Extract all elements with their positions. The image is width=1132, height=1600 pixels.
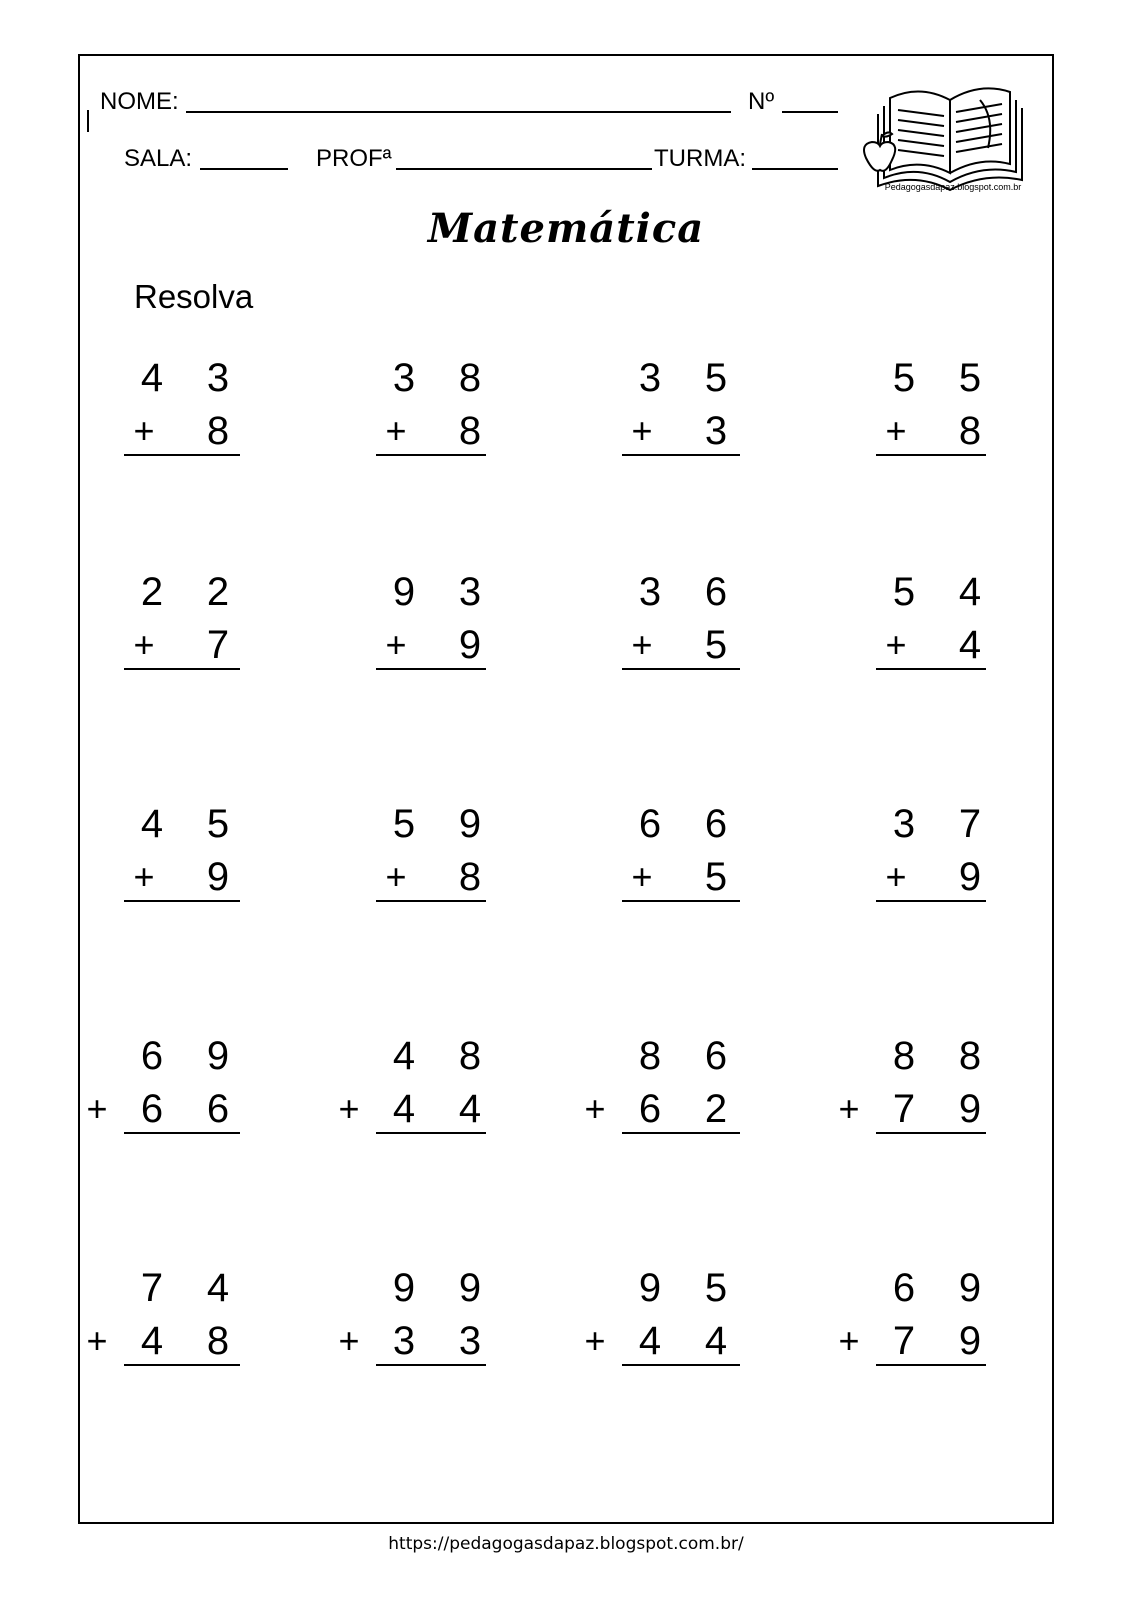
plus-sign: + bbox=[885, 410, 907, 451]
top-tens-digit: 3 bbox=[638, 570, 662, 614]
top-ones-digit: 5 bbox=[704, 1266, 728, 1310]
plus-sign: + bbox=[385, 624, 407, 665]
bottom-ones-digit: 5 bbox=[704, 623, 728, 667]
top-tens-digit: 2 bbox=[140, 570, 164, 614]
bottom-ones-digit: 8 bbox=[958, 409, 982, 453]
nome-label: NOME: bbox=[100, 88, 179, 115]
sum-line bbox=[876, 1364, 986, 1366]
bottom-ones-digit: 9 bbox=[958, 1087, 982, 1131]
addition-problem bbox=[84, 1268, 254, 1378]
bottom-tens-digit: 7 bbox=[892, 1087, 916, 1131]
top-ones-digit: 9 bbox=[958, 1266, 982, 1310]
plus-sign: + bbox=[133, 624, 155, 665]
sum-line bbox=[376, 1132, 486, 1134]
bottom-tens-digit: 4 bbox=[638, 1319, 662, 1363]
sum-line bbox=[376, 900, 486, 902]
top-ones-digit: 2 bbox=[206, 570, 230, 614]
addition-problem bbox=[336, 358, 506, 468]
numero-field[interactable] bbox=[782, 111, 838, 113]
sum-line bbox=[376, 454, 486, 456]
nome-field[interactable] bbox=[186, 111, 731, 113]
plus-sign: + bbox=[631, 624, 653, 665]
addition-problem bbox=[582, 572, 752, 682]
sum-line bbox=[376, 1364, 486, 1366]
sala-field[interactable] bbox=[200, 168, 288, 170]
sum-line bbox=[622, 1364, 740, 1366]
bottom-ones-digit: 9 bbox=[958, 1319, 982, 1363]
top-ones-digit: 5 bbox=[704, 356, 728, 400]
bottom-ones-digit: 7 bbox=[206, 623, 230, 667]
addition-problem bbox=[836, 1036, 1006, 1146]
bottom-ones-digit: 3 bbox=[458, 1319, 482, 1363]
sum-line bbox=[124, 454, 240, 456]
plus-sign: + bbox=[584, 1088, 606, 1129]
logo-caption: Pedagogasdapaz.blogspot.com.br bbox=[884, 182, 1022, 192]
top-ones-digit: 3 bbox=[206, 356, 230, 400]
top-tens-digit: 9 bbox=[638, 1266, 662, 1310]
bottom-ones-digit: 8 bbox=[458, 855, 482, 899]
bottom-tens-digit: 4 bbox=[140, 1319, 164, 1363]
numero-label: Nº bbox=[748, 88, 775, 115]
bottom-ones-digit: 8 bbox=[458, 409, 482, 453]
addition-problem bbox=[582, 804, 752, 914]
addition-problem bbox=[582, 358, 752, 468]
bottom-ones-digit: 4 bbox=[704, 1319, 728, 1363]
bottom-tens-digit: 7 bbox=[892, 1319, 916, 1363]
addition-problem bbox=[336, 1268, 506, 1378]
addition-problem bbox=[84, 572, 254, 682]
margin-mark bbox=[87, 110, 89, 132]
addition-problem bbox=[582, 1268, 752, 1378]
sum-line bbox=[376, 668, 486, 670]
sum-line bbox=[622, 1132, 740, 1134]
addition-problem bbox=[836, 804, 1006, 914]
sum-line bbox=[124, 1132, 240, 1134]
bottom-ones-digit: 9 bbox=[458, 623, 482, 667]
top-tens-digit: 6 bbox=[638, 802, 662, 846]
top-ones-digit: 9 bbox=[206, 1034, 230, 1078]
prof-field[interactable] bbox=[396, 168, 652, 170]
plus-sign: + bbox=[133, 856, 155, 897]
prof-label: PROFª bbox=[316, 145, 392, 172]
plus-sign: + bbox=[86, 1320, 108, 1361]
sum-line bbox=[876, 668, 986, 670]
top-ones-digit: 8 bbox=[958, 1034, 982, 1078]
top-tens-digit: 3 bbox=[392, 356, 416, 400]
bottom-ones-digit: 9 bbox=[206, 855, 230, 899]
top-ones-digit: 8 bbox=[458, 356, 482, 400]
plus-sign: + bbox=[885, 856, 907, 897]
top-ones-digit: 4 bbox=[206, 1266, 230, 1310]
plus-sign: + bbox=[584, 1320, 606, 1361]
bottom-tens-digit: 6 bbox=[140, 1087, 164, 1131]
plus-sign: + bbox=[885, 624, 907, 665]
plus-sign: + bbox=[338, 1088, 360, 1129]
top-ones-digit: 6 bbox=[704, 570, 728, 614]
bottom-tens-digit: 6 bbox=[638, 1087, 662, 1131]
bottom-ones-digit: 6 bbox=[206, 1087, 230, 1131]
addition-problem bbox=[336, 1036, 506, 1146]
top-ones-digit: 7 bbox=[958, 802, 982, 846]
top-tens-digit: 6 bbox=[892, 1266, 916, 1310]
turma-field[interactable] bbox=[752, 168, 838, 170]
plus-sign: + bbox=[385, 410, 407, 451]
sum-line bbox=[622, 900, 740, 902]
addition-problem bbox=[836, 572, 1006, 682]
bottom-ones-digit: 9 bbox=[958, 855, 982, 899]
sum-line bbox=[876, 454, 986, 456]
top-tens-digit: 4 bbox=[140, 802, 164, 846]
top-ones-digit: 4 bbox=[958, 570, 982, 614]
sum-line bbox=[622, 454, 740, 456]
bottom-ones-digit: 3 bbox=[704, 409, 728, 453]
sala-label: SALA: bbox=[124, 145, 193, 172]
plus-sign: + bbox=[338, 1320, 360, 1361]
bottom-ones-digit: 5 bbox=[704, 855, 728, 899]
top-tens-digit: 3 bbox=[638, 356, 662, 400]
addition-problem bbox=[84, 1036, 254, 1146]
plus-sign: + bbox=[631, 410, 653, 451]
top-ones-digit: 8 bbox=[458, 1034, 482, 1078]
plus-sign: + bbox=[838, 1088, 860, 1129]
bottom-tens-digit: 3 bbox=[392, 1319, 416, 1363]
top-ones-digit: 9 bbox=[458, 1266, 482, 1310]
top-ones-digit: 3 bbox=[458, 570, 482, 614]
top-tens-digit: 8 bbox=[892, 1034, 916, 1078]
bottom-ones-digit: 2 bbox=[704, 1087, 728, 1131]
instruction-text: Resolva bbox=[134, 278, 254, 315]
sum-line bbox=[622, 668, 740, 670]
sum-line bbox=[876, 900, 986, 902]
sum-line bbox=[876, 1132, 986, 1134]
top-tens-digit: 9 bbox=[392, 570, 416, 614]
addition-problem bbox=[836, 358, 1006, 468]
turma-label: TURMA: bbox=[654, 145, 746, 172]
plus-sign: + bbox=[838, 1320, 860, 1361]
plus-sign: + bbox=[385, 856, 407, 897]
top-ones-digit: 6 bbox=[704, 1034, 728, 1078]
bottom-tens-digit: 4 bbox=[392, 1087, 416, 1131]
top-ones-digit: 9 bbox=[458, 802, 482, 846]
plus-sign: + bbox=[133, 410, 155, 451]
sum-line bbox=[124, 668, 240, 670]
top-tens-digit: 5 bbox=[892, 570, 916, 614]
page-title: Matemática bbox=[427, 205, 705, 252]
addition-problem bbox=[84, 804, 254, 914]
top-tens-digit: 6 bbox=[140, 1034, 164, 1078]
addition-problem bbox=[336, 804, 506, 914]
top-tens-digit: 8 bbox=[638, 1034, 662, 1078]
bottom-ones-digit: 8 bbox=[206, 409, 230, 453]
footer-url[interactable]: https://pedagogasdapaz.blogspot.com.br/ bbox=[388, 1534, 744, 1554]
top-tens-digit: 4 bbox=[392, 1034, 416, 1078]
sum-line bbox=[124, 900, 240, 902]
bottom-ones-digit: 4 bbox=[458, 1087, 482, 1131]
top-ones-digit: 5 bbox=[958, 356, 982, 400]
addition-problem bbox=[336, 572, 506, 682]
sum-line bbox=[124, 1364, 240, 1366]
bottom-ones-digit: 8 bbox=[206, 1319, 230, 1363]
top-tens-digit: 5 bbox=[892, 356, 916, 400]
plus-sign: + bbox=[86, 1088, 108, 1129]
plus-sign: + bbox=[631, 856, 653, 897]
top-tens-digit: 5 bbox=[392, 802, 416, 846]
top-tens-digit: 4 bbox=[140, 356, 164, 400]
addition-problem bbox=[84, 358, 254, 468]
top-tens-digit: 3 bbox=[892, 802, 916, 846]
top-ones-digit: 5 bbox=[206, 802, 230, 846]
top-tens-digit: 9 bbox=[392, 1266, 416, 1310]
addition-problem bbox=[582, 1036, 752, 1146]
top-ones-digit: 6 bbox=[704, 802, 728, 846]
addition-problem bbox=[836, 1268, 1006, 1378]
book-apple-logo-icon bbox=[860, 78, 1038, 196]
top-tens-digit: 7 bbox=[140, 1266, 164, 1310]
bottom-ones-digit: 4 bbox=[958, 623, 982, 667]
